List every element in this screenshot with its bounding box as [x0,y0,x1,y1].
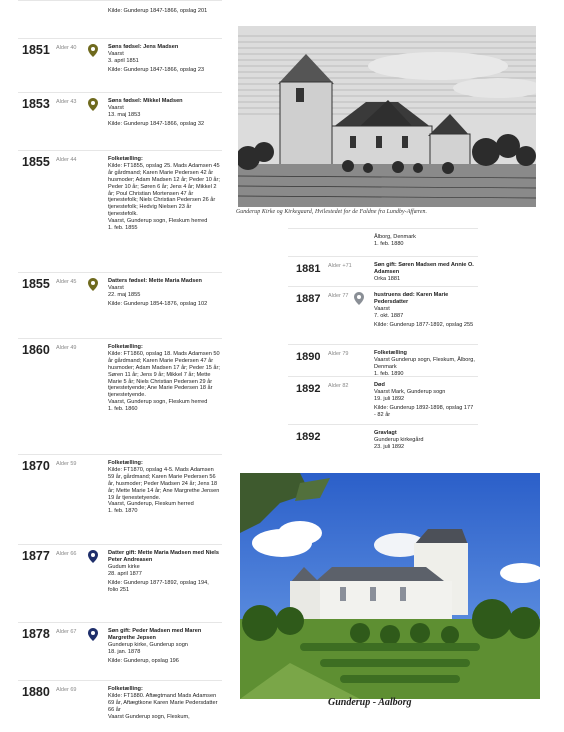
timeline-event [18,38,222,93]
event-age: Alder +71 [328,263,352,269]
event-line: Ålborg, Denmark [374,234,416,240]
timeline-event [18,622,222,681]
event-year: 1877 [22,549,50,563]
event-source: Kilde: Gunderup 1892-1898, opslag 177 - 82 år [374,404,474,418]
event-age: Alder 49 [56,345,77,351]
event-year: 1853 [22,97,50,111]
event-age: Alder 69 [56,687,77,693]
event-details [374,430,476,451]
church-engraving [238,26,536,207]
map-pin-icon[interactable] [88,44,98,57]
event-age: Alder 79 [328,351,349,357]
event-details [108,628,220,665]
event-source: Kilde: Gunderup 1847-1866, opslag 23 [108,66,205,73]
event-age: Alder 77 [328,293,349,299]
timeline-event [288,424,478,461]
event-source: Kilde: Gunderup 1847-1866, opslag 32 [108,120,205,127]
right-timeline [288,228,478,460]
event-age: Alder 66 [56,551,77,557]
event-year: 1851 [22,43,50,57]
event-title: Folketælling: [108,460,143,466]
event-title: hustruens død: Karen Marie Pedersdatter [374,292,449,305]
event-line: Vaarst, Gunderup sogn, Fleskum herred [108,218,208,225]
event-age: Alder 40 [56,45,77,51]
event-title: Søn gift: Søren Madsen med Annie O. Adamsen [374,262,474,275]
event-details [374,382,476,419]
event-source: Kilde: Gunderup 1877-1892, opslag 194, folio 251 [108,579,209,593]
event-year: 1855 [22,277,50,291]
event-line: Kilde: FT1880. Aftægtmand Mads Adamsen 69 år, Aftægtkone Karen Marie Pedersdatter 66 år [108,692,218,713]
event-details [108,98,220,128]
event-line: Gunderup kirkegård [374,436,424,443]
timeline-event [18,544,222,623]
event-title: Datters fødsel: Mette Maria Madsen [108,278,202,284]
event-details [108,44,220,74]
event-details [374,234,476,248]
event-details [374,292,476,329]
event-line: 18. jan. 1878 [108,648,141,655]
event-year: 1855 [22,155,50,169]
timeline-event [18,150,222,273]
event-line: Kilde: FT1870, opslag 4-5. Mads Adamsen 59 år, gårdmand; Karen Marie Pedersen 56 år, husmoder; Peder Madsen 24 år; Jens 18 år; Mette Marie 14 år; Ane Margrethe Jensen 19 år tjenestetyende. [108,466,220,501]
engraving-caption: Gunderup Kirke og Kirkegaard, Hvilestedet for de Faldne fra Lundby-Affæren. [236,209,428,215]
event-year: 1892 [296,383,321,395]
event-line: Vaarst, Gunderup sogn, Fleskum herred [108,399,208,406]
event-line: 1. feb. 1880 [374,240,404,247]
event-line: 3. april 1851 [108,57,139,64]
event-line: Vaarst Gunderup sogn, Fleskum, [108,713,190,720]
timeline-event [18,272,222,339]
event-title: Folketælling: [108,686,143,692]
timeline-event [288,344,478,377]
event-details [108,550,220,593]
event-title: Søns fødsel: Mikkel Madsen [108,98,183,104]
event-source: Kilde: Gunderup 1847-1866, opslag 201 [108,8,208,14]
event-title: Søns fødsel: Jens Madsen [108,44,179,50]
timeline-event [288,286,478,345]
event-age: Alder 43 [56,99,77,105]
timeline-event [18,92,222,151]
event-source: Kilde: Gunderup 1854-1876, opslag 102 [108,300,208,307]
event-title: Datter gift: Mette Maria Madsen med Niels Peter Andreasen [108,550,219,563]
event-year: 1860 [22,343,50,357]
event-line: Gunderup kirke, Gunderup sogn [108,641,188,648]
event-title: Folketælling [374,350,407,356]
event-line: Vaarst, Gunderup, Fleskum herred [108,501,194,508]
timeline-event [18,454,222,545]
event-title: Folketælling: [108,344,143,350]
timeline-event [18,680,222,732]
event-details [108,6,220,15]
event-age: Alder 44 [56,157,77,163]
timeline-event [18,0,222,39]
event-line: 1. feb. 1855 [108,225,138,232]
event-line: Vaarst Gunderup sogn, Fleskum, Ålborg, Denmark [374,356,475,370]
event-year: 1890 [296,351,321,363]
event-details [108,686,220,721]
event-details [108,344,220,413]
event-line: 28. april 1877 [108,570,142,577]
event-line: Vaarst [108,284,124,291]
event-line: 23. juli 1892 [374,443,405,450]
event-line: Vaarst [374,305,390,312]
event-title: Gravlagt [374,430,397,436]
map-pin-icon[interactable] [354,292,364,305]
event-line: 7. okt. 1887 [374,312,404,319]
map-pin-icon[interactable] [88,278,98,291]
event-year: 1880 [22,685,50,699]
event-year: 1870 [22,459,50,473]
event-details [108,460,220,515]
event-line: 1. feb. 1890 [374,370,404,377]
timeline-event [18,338,222,455]
map-pin-icon[interactable] [88,98,98,111]
event-line: 13. maj 1853 [108,111,141,118]
timeline-event [288,376,478,425]
event-age: Alder 45 [56,279,77,285]
event-details [108,156,220,232]
event-source: Kilde: Gunderup 1877-1892, opslag 255 [374,321,474,328]
event-line: 22. maj 1855 [108,291,141,298]
event-line: 19. juli 1892 [374,395,405,402]
event-year: 1887 [296,293,321,305]
event-line: 1. feb. 1860 [108,406,138,413]
event-line: Gudum kirke [108,563,140,570]
event-details [374,262,476,283]
event-line: Kilde: FT1860, opslag 18. Mads Adamsen 50 år gårdmand; Karen Marie Pedersen 47 år husmoder; Adam Madsen 17 år; Peder 15 år; Søren 11 år; Jens 9 år; Mikkel 7 år; Mette Marie 5 år; Niels Christian Pedersen 29 år tjenestetyende; Ane Marie Pedersen 18 år tjenestetyende. [108,350,220,399]
left-timeline [18,0,222,731]
event-line: Vaarst Mark, Gunderup sogn [374,388,446,395]
event-age: Alder 59 [56,461,77,467]
map-pin-icon[interactable] [88,628,98,641]
event-age: Alder 82 [328,383,349,389]
event-line: Orka 1881 [374,275,401,282]
event-year: 1878 [22,627,50,641]
church-photo [240,473,540,699]
timeline-event [288,256,478,287]
event-title: Søn gift: Peder Madsen med Maren Margrethe Jepsen [108,628,202,641]
event-details [108,278,220,308]
timeline-event [288,228,478,257]
event-line: 1. feb. 1870 [108,508,138,515]
event-line: Vaarst [108,50,124,57]
event-source: Kilde: Gunderup, opslag 196 [108,657,179,664]
event-age: Alder 67 [56,629,77,635]
event-title: Folketælling: [108,156,143,162]
photo-caption: Gunderup - Aalborg [328,697,412,708]
event-line: Kilde: FT1855, opslag 25. Mads Adamsen 45 år gårdmand; Karen Marie Pedersen 42 år husmoder; Adam Madsen 12 år; Peder 10 år; Peder 10 år; Søren 6 år; Jens 4 år; Mikkel 2 år; Poul Christian Mortensen 47 år tjenestefolk; Niels Christian Pedersen 26 år tjenestefolk; Hedvig Nielsen 23 år tjenestefolk. [108,162,220,218]
map-pin-icon[interactable] [88,550,98,563]
event-year: 1881 [296,263,321,275]
event-year: 1892 [296,431,321,443]
event-title: Død [374,382,385,388]
event-details [374,350,476,378]
event-line: Vaarst [108,104,124,111]
